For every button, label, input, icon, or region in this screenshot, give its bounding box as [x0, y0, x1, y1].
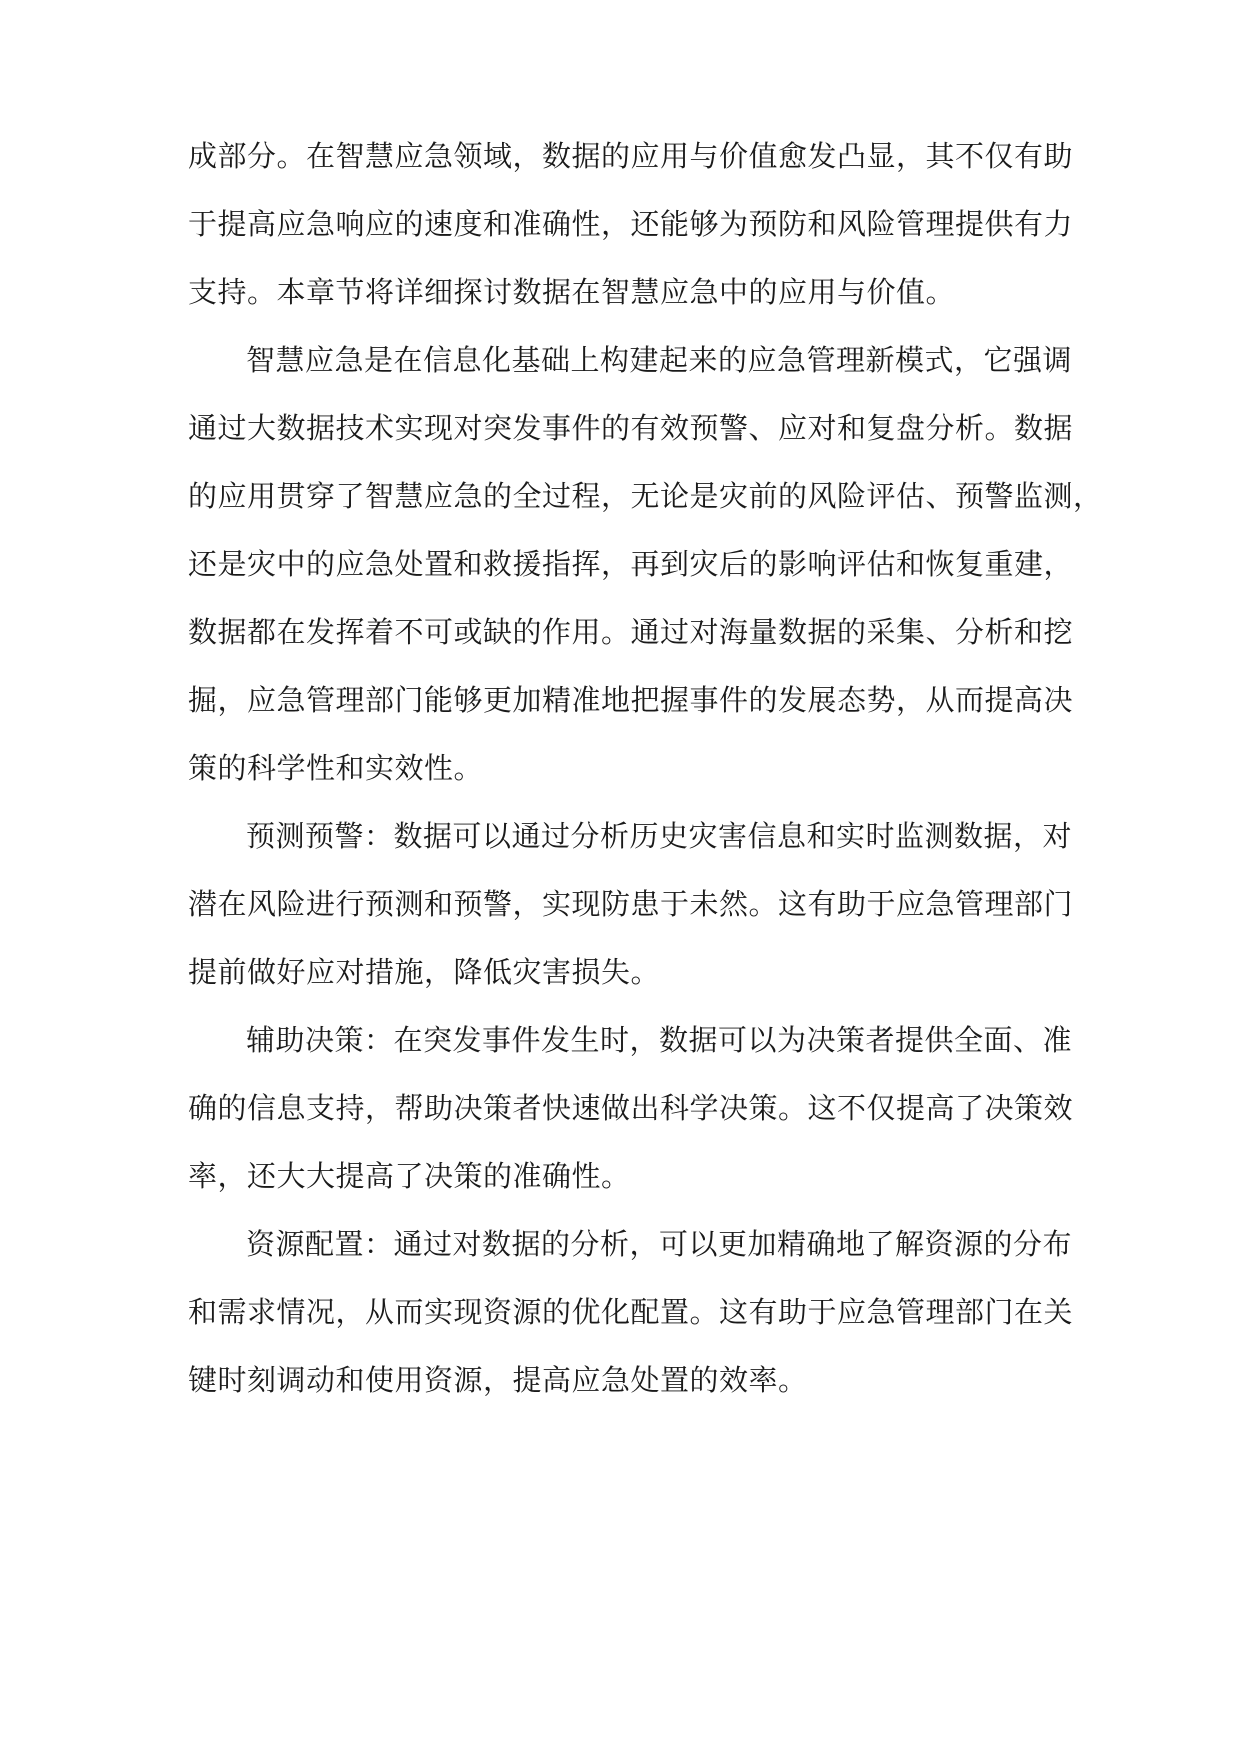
text-line: 于提高应急响应的速度和准确性，还能够为预防和风险管理提供有力	[188, 207, 1074, 241]
text-line: 的应用贯穿了智慧应急的全过程，无论是灾前的风险评估、预警监测，	[188, 479, 1103, 513]
paragraph-first-line: 预测预警：数据可以通过分析历史灾害信息和实时监测数据，对	[246, 819, 1073, 853]
paragraph-first-line: 智慧应急是在信息化基础上构建起来的应急管理新模式，它强调	[246, 343, 1073, 377]
text-line: 通过大数据技术实现对突发事件的有效预警、应对和复盘分析。数据	[188, 411, 1074, 445]
text-line: 潜在风险进行预测和预警，实现防患于未然。这有助于应急管理部门	[188, 887, 1074, 921]
text-line: 键时刻调动和使用资源，提高应急处置的效率。	[188, 1363, 808, 1397]
text-line: 和需求情况，从而实现资源的优化配置。这有助于应急管理部门在关	[188, 1295, 1074, 1329]
text-line: 率，还大大提高了决策的准确性。	[188, 1159, 631, 1193]
text-line: 策的科学性和实效性。	[188, 751, 484, 785]
text-line: 确的信息支持，帮助决策者快速做出科学决策。这不仅提高了决策效	[188, 1091, 1074, 1125]
paragraph-first-line: 资源配置：通过对数据的分析，可以更加精确地了解资源的分布	[246, 1227, 1073, 1261]
text-line: 掘，应急管理部门能够更加精准地把握事件的发展态势，从而提高决	[188, 683, 1074, 717]
paragraph-first-line: 辅助决策：在突发事件发生时，数据可以为决策者提供全面、准	[246, 1023, 1073, 1057]
text-line: 提前做好应对措施，降低灾害损失。	[188, 955, 661, 989]
text-line: 支持。本章节将详细探讨数据在智慧应急中的应用与价值。	[188, 275, 956, 309]
text-line: 数据都在发挥着不可或缺的作用。通过对海量数据的采集、分析和挖	[188, 615, 1074, 649]
text-line: 还是灾中的应急处置和救援指挥，再到灾后的影响评估和恢复重建，	[188, 547, 1074, 581]
text-line: 成部分。在智慧应急领域，数据的应用与价值愈发凸显，其不仅有助	[188, 139, 1074, 173]
